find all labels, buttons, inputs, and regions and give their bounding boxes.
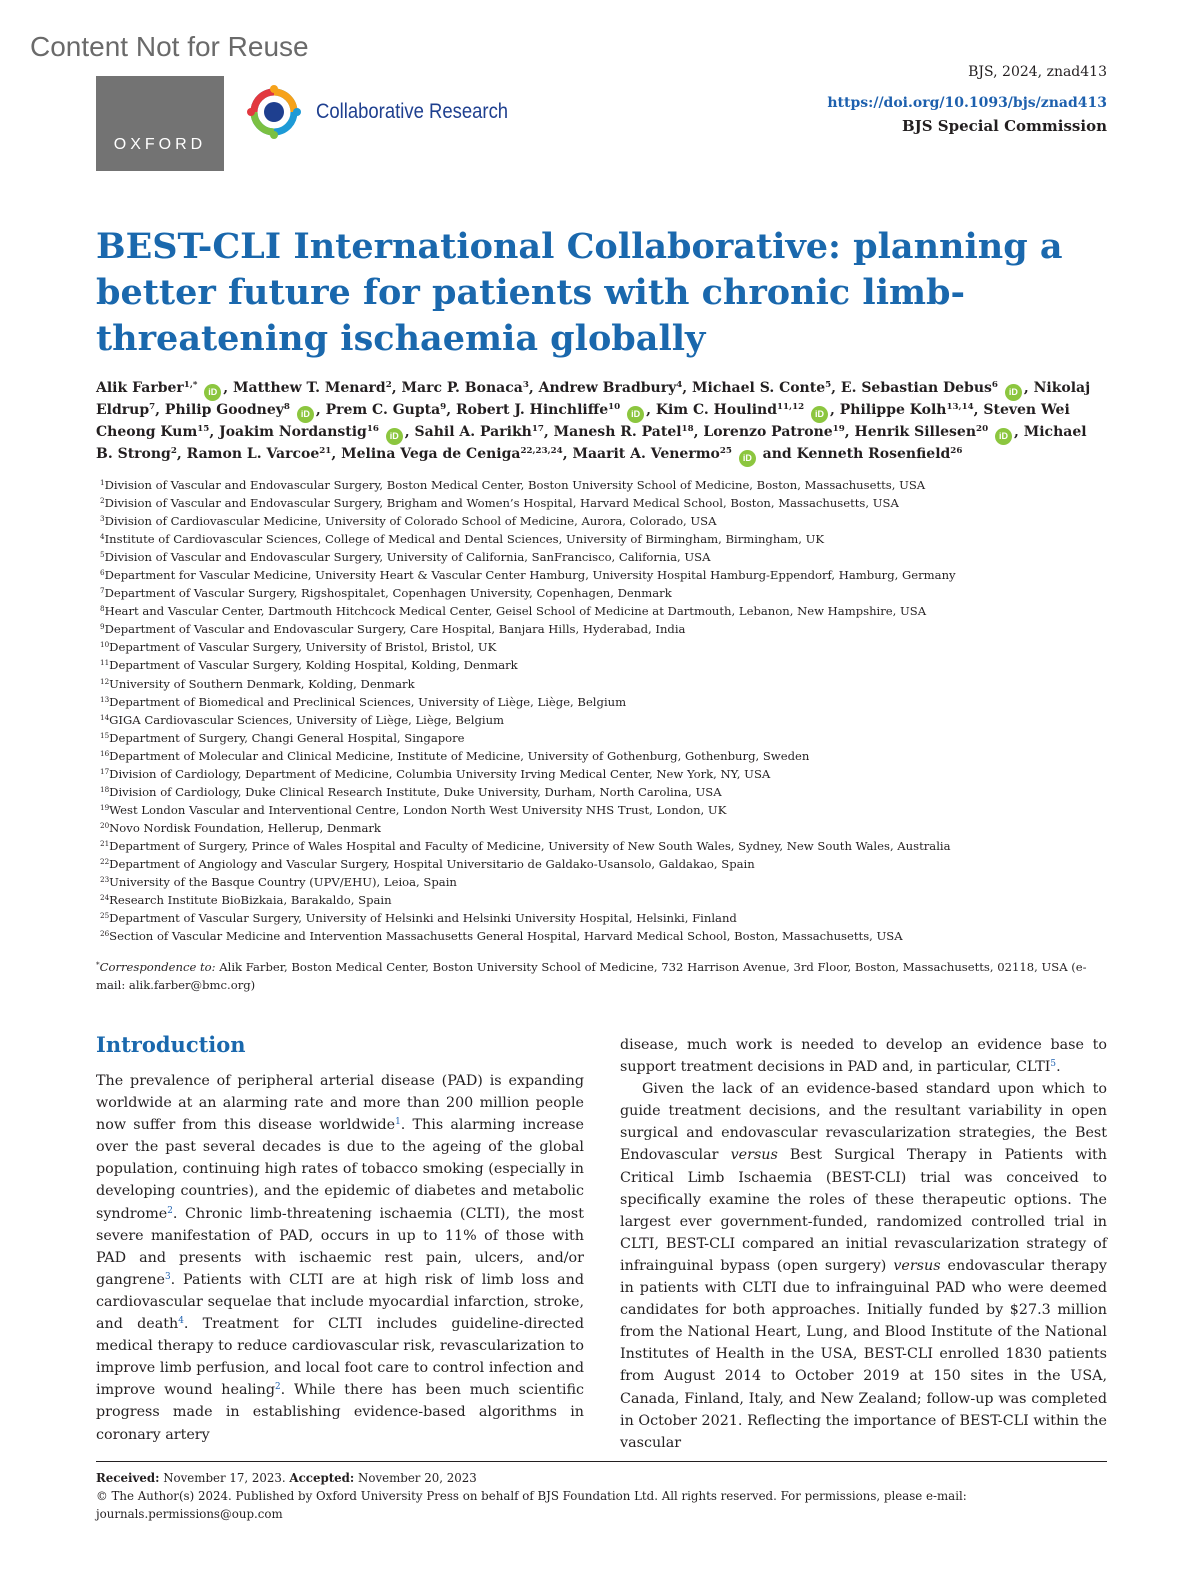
author-name: Henrik Sillesen [854,424,977,440]
affiliation-item [100,584,1100,602]
body-text: . Patients with CLTI are at high risk of limb loss and cardiovascular sequelae that include myocardial infarction, stroke, and death [96,1271,584,1333]
correspondence-mark: * [96,960,100,970]
author-name: Nikolaj Eldrup [96,380,1091,418]
affiliation-item [100,675,1100,693]
affiliation-text: University of the Basque Country (UPV/EHU), Leioa, Spain [109,875,457,890]
affiliation-item [100,638,1100,656]
author-name: Manesh R. Patel [553,424,682,440]
affiliation-item [100,656,1100,674]
orcid-icon[interactable]: iD [386,428,403,445]
affiliation-text: Department of Vascular Surgery, University of Bristol, Bristol, UK [109,640,497,655]
accepted-date: November 20, 2023 [354,1471,477,1485]
author-affiliation-ref: 2 [170,446,177,457]
affiliation-item [100,620,1100,638]
body-text: . Treatment for CLTI includes guideline-directed medical therapy to reduce cardiovascular risk, revascularization to improve limb perfusion, and local foot care to control infection and improve wound healing [96,1316,584,1399]
author-name: Robert J. Hinchliffe [455,402,609,418]
author-name: Prem C. Gupta [325,402,441,418]
affiliation-text: GIGA Cardiovascular Sciences, University of Liège, Liège, Belgium [109,712,505,727]
orcid-icon[interactable]: iD [204,384,221,401]
author-name: Maarit A. Venermo [572,446,720,462]
affiliation-number: 7 [100,586,105,596]
body-text: Best Surgical Therapy in Patients with Critical Limb Ischaemia (BEST-CLI) trial was conceived to specifically examine the roles of these therapeutic options. The largest ever government-funded, randomized controlled trial in CLTI, BEST-CLI compared an initial revascularization strategy of infrainguinal bypass (open surgery) [620,1147,1107,1274]
affiliation-number: 24 [100,893,110,903]
author-name: Matthew T. Menard [233,380,386,396]
affiliation-number: 3 [100,514,105,524]
affiliation-item [100,566,1100,584]
author-affiliation-ref: 25 [719,446,732,457]
body-text: Given the lack of an evidence-based standard upon which to guide treatment decisions, and the resultant variability in open surgical and endovascular revascularization strategies, the Best Endovascular [620,1081,1107,1164]
author-name: Michael S. Conte [692,380,826,396]
author-affiliation-ref: 15 [197,424,210,435]
correspondence [96,958,1106,994]
collaborative-research-globe-icon [246,84,302,140]
author-name: Steven Wei Cheong Kum [96,402,1070,440]
author-affiliation-ref: 8 [283,402,290,413]
article-footer [96,1469,1107,1523]
affiliation-item [100,602,1100,620]
affiliation-number: 6 [100,568,105,578]
body-column-right [620,1034,1107,1454]
affiliation-text: Department of Vascular and Endovascular Surgery, Care Hospital, Banjara Hills, Hyderabad, India [104,622,686,637]
oxford-logo [96,76,224,171]
italic-text: versus [730,1147,778,1164]
author-affiliation-ref: 17 [531,424,544,435]
body-text: endovascular therapy in patients with CLTI due to infrainguinal PAD who were deemed candidates for both approaches. Initially funded by $27.3 million from the National Heart, Lung, and Blood Institute of the National Institutes of Health in the USA, BEST-CLI enrolled 1830 patients from August 2014 to October 2019 at 150 sites in the USA, Canada, Finland, Italy, and New Zealand; follow-up was completed in October 2021. Reflecting the importance of BEST-CLI within the vascular [620,1257,1107,1451]
author-affiliation-ref: 4 [676,380,683,391]
affiliation-text: West London Vascular and Interventional Centre, London North West University NHS Trust, London, UK [109,802,727,817]
affiliation-item [100,476,1100,494]
author-name: Ramon L. Varcoe [186,446,320,462]
orcid-icon[interactable]: iD [627,406,644,423]
author-affiliation-ref: 10 [608,402,621,413]
affiliation-text: Department of Surgery, Prince of Wales Hospital and Faculty of Medicine, University of New South Wales, Sydney, New South Wales, Australia [109,838,951,853]
affiliation-number: 14 [100,712,110,722]
affiliation-text: Department of Biomedical and Preclinical Sciences, University of Liège, Liège, Belgium [109,694,627,709]
footer-divider [96,1461,1107,1462]
affiliation-number: 5 [100,550,105,560]
author-affiliation-ref: 26 [950,446,963,457]
author-affiliation-ref: 11,12 [776,402,805,413]
author-name: Sahil A. Parikh [414,424,532,440]
author-name: Kenneth Rosenfield [796,446,951,462]
affiliation-text: Department of Vascular Surgery, University of Helsinki and Helsinki University Hospital, Helsinki, Finland [109,911,737,926]
affiliation-number: 9 [100,622,105,632]
body-text: . Chronic limb-threatening ischaemia (CLTI), the most severe manifestation of PAD, occurs in up to 11% of those with PAD and presents with ischaemic rest pain, ulcers, and/or gangrene [96,1205,584,1288]
author-name: Kim C. Houlind [655,402,777,418]
author-affiliation-ref: 19 [832,424,845,435]
affiliation-item [100,494,1100,512]
author-affiliation-ref: 1,* [183,380,198,391]
citation-ref[interactable]: 2 [274,1382,281,1393]
affiliation-number: 25 [100,911,110,921]
journal-section: BJS Special Commission [901,117,1107,135]
affiliation-item [100,837,1100,855]
received-label: Received: [96,1471,160,1485]
affiliation-number: 15 [100,730,110,740]
affiliation-text: Division of Vascular and Endovascular Surgery, Boston Medical Center, Boston University School of Medicine, Boston, Massachusetts, USA [104,478,926,492]
affiliation-item [100,729,1100,747]
affiliation-item [100,873,1100,891]
affiliation-item [100,530,1100,548]
affiliation-text: Section of Vascular Medicine and Intervention Massachusetts General Hospital, Harvard Medical School, Boston, Massachusetts, USA [109,929,903,944]
affiliation-text: University of Southern Denmark, Kolding, Denmark [109,676,415,691]
author-affiliation-ref: 20 [976,424,989,435]
affiliation-number: 8 [100,604,105,614]
collaborative-research-label: Collaborative Research [316,100,509,123]
affiliation-number: 11 [100,658,110,668]
author-affiliation-ref: 13,14 [946,402,974,413]
affiliation-item [100,711,1100,729]
author-affiliation-ref: 7 [149,402,156,413]
affiliation-number: 19 [100,802,110,812]
author-name: E. Sebastian Debus [840,380,992,396]
introduction-heading: Introduction [96,1032,246,1057]
affiliation-item [100,783,1100,801]
author-affiliation-ref: 2 [385,380,392,391]
article-title: BEST-CLI International Collaborative: planning a better future for patients with chronic limb-threatening ischaemia globally [96,226,1063,359]
introduction-paragraph-1-continued [620,1034,1107,1078]
author-affiliation-ref: 22,23,24 [520,446,563,457]
affiliation-number: 18 [100,784,110,794]
author-affiliation-ref: 16 [366,424,379,435]
affiliation-item [100,855,1100,873]
body-column-left [96,1070,584,1446]
author-name: Alik Farber [96,380,184,396]
affiliation-item [100,548,1100,566]
oxford-logo-text: OXFORD [113,136,207,153]
affiliation-item [100,909,1100,927]
affiliation-text: Division of Cardiology, Duke Clinical Research Institute, Duke University, Durham, North Carolina, USA [109,784,722,799]
affiliation-number: 26 [100,929,110,939]
received-accepted-dates [96,1469,1107,1487]
affiliation-item [100,765,1100,783]
affiliation-number: 2 [100,496,105,506]
affiliation-item [100,819,1100,837]
affiliation-number: 4 [100,532,105,542]
orcid-icon[interactable]: iD [811,406,828,423]
affiliation-text: Department of Angiology and Vascular Surgery, Hospital Universitario de Galdako-Usansolo, Galdakao, Spain [109,856,755,871]
affiliation-item [100,747,1100,765]
affiliation-number: 10 [100,640,110,650]
affiliation-text: Division of Cardiovascular Medicine, University of Colorado School of Medicine, Aurora, Colorado, USA [104,514,717,529]
affiliation-text: Division of Cardiology, Department of Medicine, Columbia University Irving Medical Center, New York, NY, USA [109,766,771,781]
orcid-icon[interactable]: iD [995,428,1012,445]
citation-ref[interactable]: 5 [1050,1059,1057,1070]
author-affiliation-ref: 9 [440,402,447,413]
affiliation-number: 23 [100,875,110,885]
citation-ref[interactable]: 4 [178,1316,184,1327]
affiliation-text: Department for Vascular Medicine, University Heart & Vascular Center Hamburg, University Hospital Hamburg-Eppendorf, Hamburg, Germany [104,568,956,583]
affiliation-text: Department of Vascular Surgery, Rigshospitalet, Copenhagen University, Copenhagen, Denmark [104,586,672,601]
affiliation-item [100,927,1100,945]
affiliation-text: Department of Surgery, Changi General Hospital, Singapore [109,730,465,745]
affiliation-text: Institute of Cardiovascular Sciences, College of Medical and Dental Sciences, University of Birmingham, Birmingham, UK [104,532,825,547]
affiliation-number: 13 [100,694,110,704]
affiliation-number: 21 [100,838,110,848]
author-affiliation-ref: 18 [681,424,694,435]
author-name: Marc P. Bonaca [401,380,523,396]
orcid-icon[interactable]: iD [739,450,756,467]
affiliation-item [100,891,1100,909]
received-date: November 17, 2023. [159,1471,290,1485]
correspondence-label: Correspondence to: [99,960,216,974]
citation-ref[interactable]: 1 [395,1117,401,1128]
affiliation-number: 1 [100,478,105,488]
author-affiliation-ref: 5 [825,380,832,391]
author-affiliation-ref: 6 [991,380,998,391]
affiliation-text: Department of Vascular Surgery, Kolding Hospital, Kolding, Denmark [109,658,518,673]
doi-link[interactable]: https://doi.org/10.1093/bjs/znad413 [827,95,1107,111]
orcid-icon[interactable]: iD [1005,384,1022,401]
introduction-paragraph-2 [620,1078,1107,1454]
affiliation-number: 22 [100,857,110,867]
affiliation-text: Heart and Vascular Center, Dartmouth Hitchcock Medical Center, Geisel School of Medicine at Dartmouth, Lebanon, New Hampshire, USA [104,604,927,619]
affiliation-text: Division of Vascular and Endovascular Surgery, Brigham and Women’s Hospital, Harvard Medical School, Boston, Massachusetts, USA [104,496,899,511]
citation-ref[interactable]: 3 [165,1271,171,1282]
affiliation-item [100,801,1100,819]
body-text: The prevalence of peripheral arterial disease (PAD) is expanding worldwide at an alarming rate and more than 200 million people now suffer from this disease worldwide [96,1073,584,1134]
journal-citation: BJS, 2024, znad413 [968,64,1107,80]
italic-text: versus [893,1257,941,1274]
affiliation-text: Division of Vascular and Endovascular Surgery, University of California, SanFrancisco, California, USA [104,550,711,565]
author-name: Michael B. Strong [96,424,1087,462]
author-name: Joakim Nordanstig [219,424,367,440]
affiliation-item [100,512,1100,530]
affiliation-number: 20 [100,820,110,830]
author-affiliation-ref: 3 [522,380,529,391]
introduction-paragraph-1 [96,1070,584,1446]
affiliation-number: 16 [100,748,110,758]
author-name: Melina Vega de Ceniga [341,446,521,462]
body-text: . While there has been much scientific progress made in establishing evidence-based algorithms in coronary artery [96,1382,584,1443]
body-text: . This alarming increase over the past several decades is due to the ageing of the global population, continuing high rates of tobacco smoking (especially in developing countries), and the epidemic of diabetes and metabolic syndrome [96,1117,584,1222]
orcid-icon[interactable]: iD [297,406,314,423]
author-affiliation-ref: 21 [319,446,332,457]
affiliation-text: Department of Molecular and Clinical Medicine, Institute of Medicine, University of Gothenburg, Gothenburg, Sweden [109,748,810,763]
affiliation-number: 12 [100,676,110,686]
affiliation-number: 17 [100,766,110,776]
author-name: Andrew Bradbury [538,380,677,396]
affiliation-text: Research Institute BioBizkaia, Barakaldo, Spain [109,893,392,908]
body-text: disease, much work is needed to develop an evidence base to support treatment decisions in PAD and, in particular, CLTI [620,1037,1107,1076]
correspondence-text: Alik Farber, Boston Medical Center, Boston University School of Medicine, 732 Harrison Avenue, 3rd Floor, Boston, Massachusetts, 02118, USA (e-mail: alik.farber@bmc.org) [96,960,1087,992]
citation-ref[interactable]: 2 [167,1205,173,1216]
watermark: Content Not for Reuse [30,31,309,62]
accepted-label: Accepted: [289,1471,355,1485]
affiliation-text: Novo Nordisk Foundation, Hellerup, Denmark [109,820,381,835]
author-name: Philippe Kolh [839,402,947,418]
copyright-notice: © The Author(s) 2024. Published by Oxford University Press on behalf of BJS Foundation Ltd. All rights reserved. For permissions, please e-mail: journals.permissions@oup.com [96,1489,967,1521]
author-list: Alik Farber$^{1,*}$ iD , Matthew T. Menard$^2$, Marc P. Bonaca$^3$, Andrew Bradbury$^4$, Michael S. Conte$^5$, E. Sebastian Debus$^6$ iD , Nikolaj Eldrup$^7$, Philip Goodney$^8$ iD , Prem C. Gupta$^9$, Robert J. Hinchliffe$^{10}$ iD , Kim C. Houlind$^{11,12}$ iD , Philippe Kolh$^{13,14}$, Steven Wei Cheong Kum$^{15}$, Joakim Nordanstig$^{16}$ iD , Sahil A. Parikh$^{17}$, Manesh R. Patel$^{18}$, Lorenzo Patrone$^{19}$, Henrik Sillesen$^{20}$ iD , Michael B. Strong$^2$, Ramon L. Varcoe$^{21}$, Melina Vega de Ceniga$^{22,23,24}$, Maarit A. Venermo$^{25}$ iD and Kenneth Rosenfield$^{26}$ [96,379,1106,467]
affiliation-item [100,693,1100,711]
affiliation-list [100,476,1100,945]
author-name: Lorenzo Patrone [703,424,833,440]
body-text: . [1056,1059,1061,1076]
author-name: Philip Goodney [164,402,284,418]
